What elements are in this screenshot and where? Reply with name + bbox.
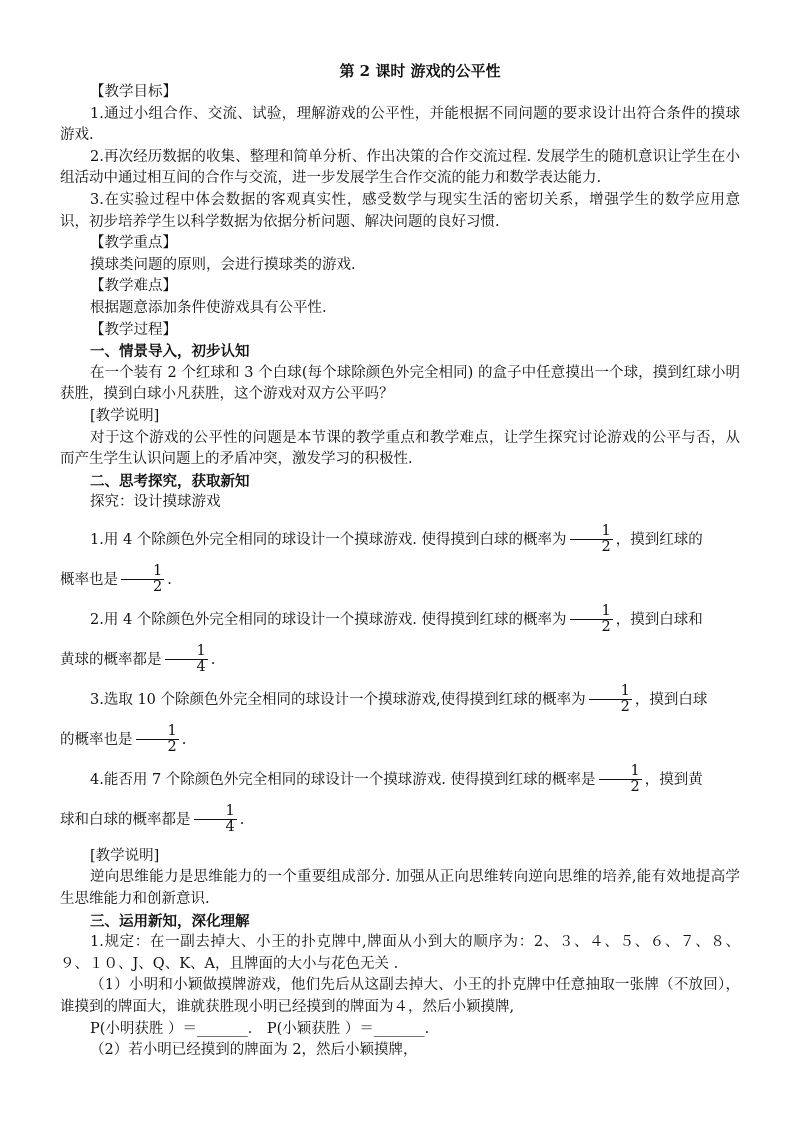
poker-rule: 1.规定：在一副去掉大、小王的扑克牌中,牌面从小到大的顺序为：2、３、４、５、６、７、８、９、１０、J、Q、K、A，且牌面的大小与花色无关 . (60, 934, 740, 972)
part-2-text: （2）若小明已经摸到的牌面为 2，然后小颖摸牌， (90, 1042, 418, 1059)
goal-3: 3.在实验过程中体会数据的客观真实性，感受数学与现实生活的密切关系，增强学生的数学应用意识，初步培养学生以科学数据为依据分析问题、解决问题的良好习惯. (60, 191, 740, 230)
question-1-text-e: . (167, 571, 172, 588)
question-4-text-a: 4.能否用 7 个除颜色外完全相同的球设计一个摸球游戏. 使得摸到红球的概率是 (90, 771, 596, 788)
part-1-fill-blanks: P(小明获胜 ）＝_______． P(小颖获胜 ）＝_______. (90, 1020, 430, 1037)
fraction-numerator: 1 (589, 684, 632, 700)
teaching-note-1: 对于这个游戏的公平性的问题是本节课的教学重点和教学难点，让学生探究讨论游戏的公平与否，从而产生学生认识问题上的矛盾冲突，激发学习的积极性. (60, 429, 740, 468)
fraction-denominator: 4 (225, 819, 235, 836)
question-3-text-c: 的概率也是 (60, 731, 133, 748)
fraction (570, 524, 613, 555)
section-2-heading: 二、思考探究，获取新知 (90, 472, 250, 490)
fraction (121, 564, 164, 595)
fraction-numerator: 1 (194, 804, 237, 820)
section-1-text: 在一个装有 2 个红球和 3 个白球(每个球除颜色外完全相同) 的盒子中任意摸出一个球，摸到红球小明获胜，摸到白球小凡获胜，这个游戏对双方公平吗？ (60, 364, 740, 403)
goals-heading: 【教学目标】 (90, 84, 177, 100)
key-text: 摸球类问题的原则，会进行摸球类的游戏. (90, 256, 356, 273)
fraction-numerator: 1 (136, 724, 179, 740)
section-1-heading-b: 初步认知 (191, 343, 250, 361)
fraction-denominator: 2 (167, 739, 177, 756)
fraction (136, 724, 179, 755)
process-heading: 【教学过程】 (90, 321, 177, 338)
question-4 (60, 760, 740, 840)
fraction-denominator: 4 (196, 659, 206, 676)
question-4-text-e: . (239, 811, 245, 828)
question-1-text-b: ，摸到红球的 (615, 531, 703, 548)
difficulty-heading: 【教学难点】 (90, 278, 177, 295)
fraction-numerator: 1 (165, 644, 208, 660)
teaching-note-label-2: [教学说明] (90, 847, 160, 864)
fraction-denominator: 2 (153, 579, 163, 596)
section-1-heading (60, 341, 740, 363)
teaching-note-label-1: [教学说明] (90, 407, 160, 424)
question-2-text-e: . (210, 651, 216, 668)
section-1-heading-a: 一、情景导入， (90, 343, 192, 361)
goal-2: 2.再次经历数据的收集、整理和简单分析、作出决策的合作交流过程. 发展学生的随机意识让学生在小组活动中通过相互间的合作与交流，进一步发展学生合作交流的能力和数学表达能力. (60, 148, 740, 187)
key-heading: 【教学重点】 (90, 235, 177, 252)
fraction-denominator: 2 (620, 699, 630, 716)
question-2-text-c: 黄球的概率都是 (60, 651, 162, 668)
fraction (589, 684, 632, 715)
fraction-denominator: 2 (630, 779, 640, 796)
fraction-numerator: 1 (121, 564, 164, 580)
fraction (570, 604, 613, 635)
question-4-text-b: ，摸到黄 (644, 771, 703, 788)
fraction-numerator: 1 (570, 524, 613, 540)
question-3-text-e: . (181, 731, 187, 748)
difficulty-text: 根据题意添加条件使游戏具有公平性. (90, 299, 327, 316)
question-1-text-a: 1.用 4 个除颜色外完全相同的球设计一个摸球游戏. 使得摸到白球的概率为 (90, 531, 567, 548)
question-4-text-c: 球和白球的概率都是 (60, 811, 191, 828)
section-3-heading: 三、运用新知，深化理解 (90, 912, 250, 930)
fraction (599, 764, 642, 795)
document-page (60, 60, 740, 1062)
fraction-numerator: 1 (570, 604, 613, 620)
teaching-note-2: 逆向思维能力是思维能力的一个重要组成部分. 加强从正向思维转向逆向思维的培养,能有效地提高学生思维能力和创新意识. (60, 869, 740, 908)
fraction (165, 644, 208, 675)
question-1 (60, 520, 740, 600)
fraction-numerator: 1 (599, 764, 642, 780)
question-2-text-a: 2.用 4 个除颜色外完全相同的球设计一个摸球游戏. 使得摸到红球的概率为 (90, 611, 567, 628)
question-3-text-a: 3.选取 10 个除颜色外完全相同的球设计一个摸球游戏,使得摸到红球的概率为 (90, 691, 586, 708)
part-1-text: （1）小明和小颖做摸牌游戏，他们先后从这副去掉大、小王的扑克牌中任意抽取一张牌（不放回），谁摸到的牌面大，谁就获胜现小明已经摸到的牌面为４，然后小颖摸牌, (60, 977, 740, 1016)
fraction-denominator: 2 (601, 619, 611, 636)
question-1-text-c: 概率也是 (60, 571, 118, 588)
question-3-text-b: ，摸到白球 (634, 691, 708, 708)
question-3 (60, 680, 740, 760)
question-2-text-b: ，摸到白球和 (615, 611, 703, 628)
explore-label: 探究：设计摸球游戏 (90, 494, 221, 511)
fraction-denominator: 2 (601, 539, 611, 556)
page-title: 第 2 课时 游戏的公平性 (339, 62, 501, 80)
fraction (194, 804, 237, 835)
goal-1: 1.通过小组合作、交流、试验，理解游戏的公平性，并能根据不同问题的要求设计出符合条件的摸球游戏. (60, 105, 740, 144)
question-2 (60, 600, 740, 680)
